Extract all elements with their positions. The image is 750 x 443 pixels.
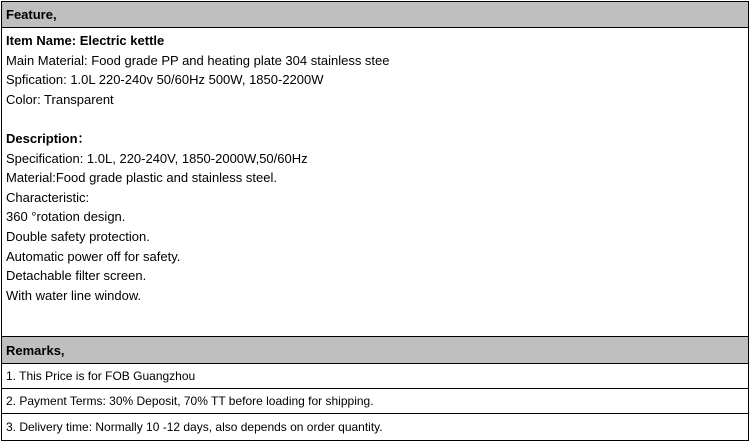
remark-text: 2. Payment Terms: 30% Deposit, 70% TT before loading for shipping. [6, 394, 374, 408]
specification: Spfication: 1.0L 220-240v 50/60Hz 500W, 1850-2200W [6, 72, 324, 88]
description-line: Detachable filter screen. [6, 268, 147, 284]
remark-text: 1. This Price is for FOB Guangzhou [6, 369, 196, 383]
remark-text: 3. Delivery time: Normally 10 -12 days, also depends on order quantity. [6, 420, 383, 434]
remark-row [1, 363, 749, 389]
item-name: Item Name: Electric kettle [6, 33, 165, 48]
description-line: Automatic power off for safety. [6, 248, 181, 264]
remark-row [1, 413, 749, 441]
description-line: Double safety protection. [6, 228, 150, 244]
description-line: Specification: 1.0L, 220-240V, 1850-2000W,50/60Hz [6, 150, 308, 166]
description-heading: Description： [6, 130, 91, 146]
remarks-header-label: Remarks, [6, 342, 65, 358]
description-line: With water line window. [6, 287, 142, 303]
color: Color: Transparent [6, 91, 114, 107]
main-material: Main Material: Food grade PP and heating plate 304 stainless stee [6, 52, 390, 68]
remark-row [1, 388, 749, 414]
description-line: 360 °rotation design. [6, 209, 126, 225]
remarks-header [1, 336, 749, 364]
description-line: Material:Food grade plastic and stainless steel. [6, 170, 277, 186]
feature-header-label: Feature, [6, 7, 57, 22]
feature-details-cell [1, 27, 749, 337]
product-spec-sheet [1, 1, 749, 441]
spacer [6, 109, 748, 129]
description-line: Characteristic: [6, 189, 90, 205]
feature-header [1, 1, 749, 28]
